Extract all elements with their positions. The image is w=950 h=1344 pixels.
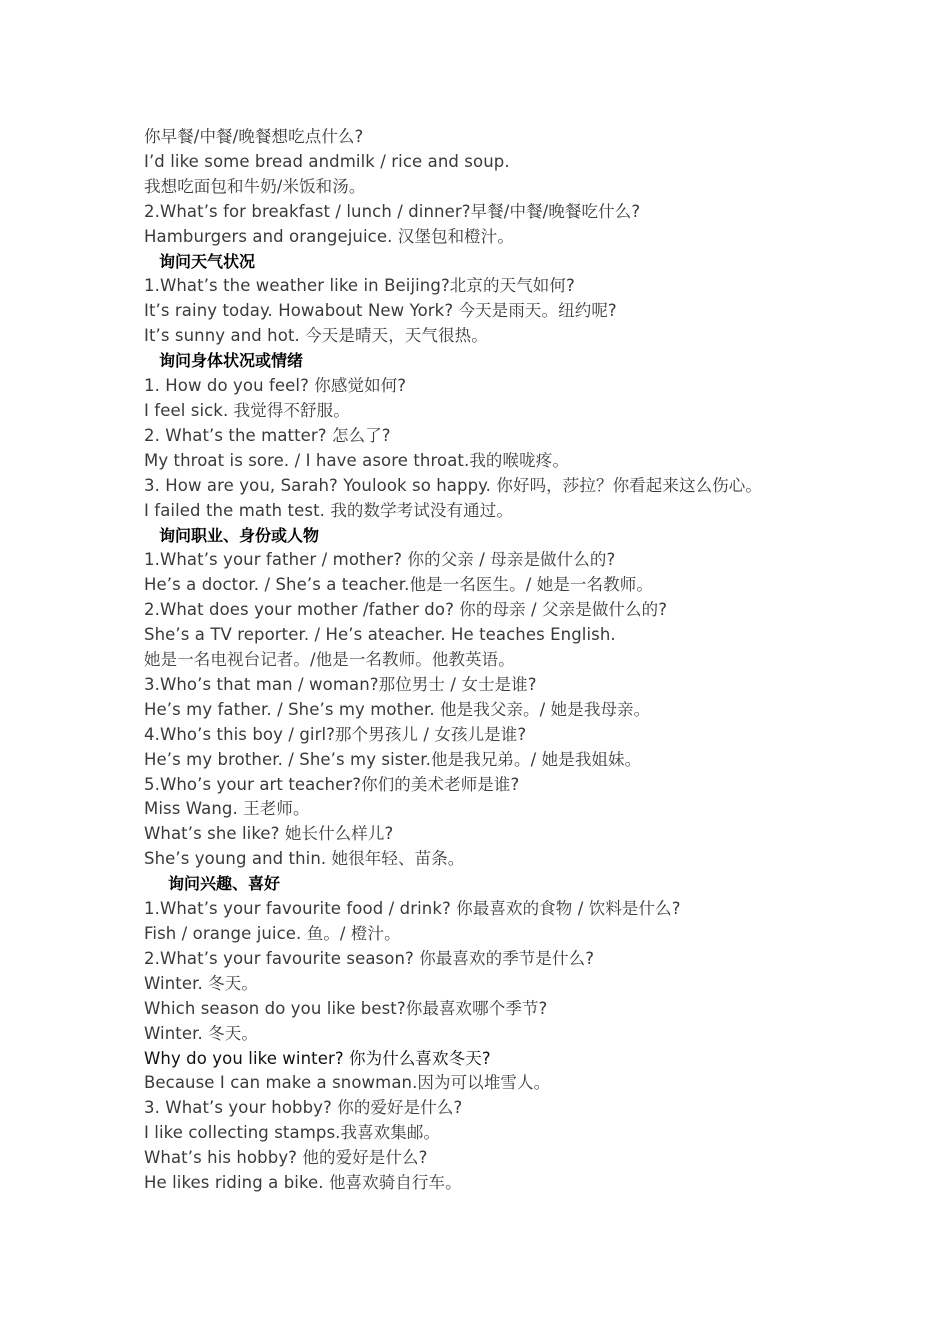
text-line: 3. How are you, Sarah? Youlook so happy. 你好吗，莎拉？你看起来这么伤心。 [144,475,762,495]
text-line: Fish / orange juice. 鱼。/ 橙汁。 [144,924,401,943]
text-line: Why do you like winter? 你为什么喜欢冬天? [144,1048,491,1068]
text-line: 2. What’s the matter? 怎么了? [144,425,391,445]
text-line: 1.What’s the weather like in Beijing?北京的天气如何? [144,276,575,296]
section-heading-weather: 询问天气状况 [159,251,256,271]
text-line: 2.What’s for breakfast / lunch / dinner?早餐/中餐/晚餐吃什么? [144,201,641,221]
section-heading-occupation: 询问职业、身份或人物 [159,525,320,545]
text-line: 1. How do you feel? 你感觉如何? [144,376,407,396]
text-line: 我想吃面包和牛奶/米饭和汤。 [144,176,366,196]
text-line: I feel sick. 我觉得不舒服。 [144,400,350,420]
text-line: She’s a TV reporter. / He’s ateacher. He teaches English. [144,625,616,645]
text-line: Because I can make a snowman.因为可以堆雪人。 [144,1073,551,1093]
text-line: 3.Who’s that man / woman?那位男士 / 女士是谁? [144,674,537,694]
text-line: What’s his hobby? 他的爱好是什么? [144,1148,428,1168]
text-line: My throat is sore. / I have asore throat.我的喉咙疼。 [144,450,569,470]
text-line: He likes riding a bike. 他喜欢骑自行车。 [144,1173,462,1193]
text-line: 3. What’s your hobby? 你的爱好是什么? [144,1098,463,1118]
text-line: 2.What does your mother /father do? 你的母亲 / 父亲是做什么的? [144,600,668,620]
text-line: 你早餐/中餐/晚餐想吃点什么? [144,127,364,146]
text-line: Hamburgers and orangejuice. 汉堡包和橙汁。 [144,226,514,246]
text-line: I’d like some bread andmilk / rice and soup. [144,151,510,171]
section-heading-health-mood: 询问身体状况或情绪 [159,351,304,371]
text-line: It’s rainy today. Howabout New York? 今天是雨天。纽约呢? [144,301,617,321]
text-line: He’s my brother. / She’s my sister.他是我兄弟。/ 她是我姐妹。 [144,749,642,769]
text-line: Winter. 冬天。 [144,1023,258,1043]
text-line: She’s young and thin. 她很年轻、苗条。 [144,849,465,869]
text-line: 1.What’s your favourite food / drink? 你最喜欢的食物 / 饮料是什么? [144,899,681,919]
text-line: Winter. 冬天。 [144,973,258,993]
text-line: Miss Wang. 王老师。 [144,799,310,819]
text-line: 2.What’s your favourite season? 你最喜欢的季节是什么? [144,948,595,968]
text-line: 1.What’s your father / mother? 你的父亲 / 母亲是做什么的? [144,550,616,570]
text-line: He’s my father. / She’s my mother. 他是我父亲。/ 她是我母亲。 [144,699,651,719]
document-body [144,125,824,1196]
text-line: It’s sunny and hot. 今天是晴天，天气很热。 [144,326,488,346]
section-heading-hobbies: 询问兴趣、喜好 [168,874,281,894]
text-line: I like collecting stamps.我喜欢集邮。 [144,1123,441,1143]
text-line: What’s she like? 她长什么样儿? [144,824,394,844]
text-line: Which season do you like best?你最喜欢哪个季节? [144,998,548,1018]
text-line: He’s a doctor. / She’s a teacher.他是一名医生。/ 她是一名教师。 [144,575,653,595]
text-line: I failed the math test. 我的数学考试没有通过。 [144,500,513,520]
text-line: 4.Who’s this boy / girl?那个男孩儿 / 女孩儿是谁? [144,724,527,744]
text-line: 5.Who’s your art teacher?你们的美术老师是谁? [144,774,520,794]
text-line: 她是一名电视台记者。/他是一名教师。他教英语。 [144,650,515,670]
